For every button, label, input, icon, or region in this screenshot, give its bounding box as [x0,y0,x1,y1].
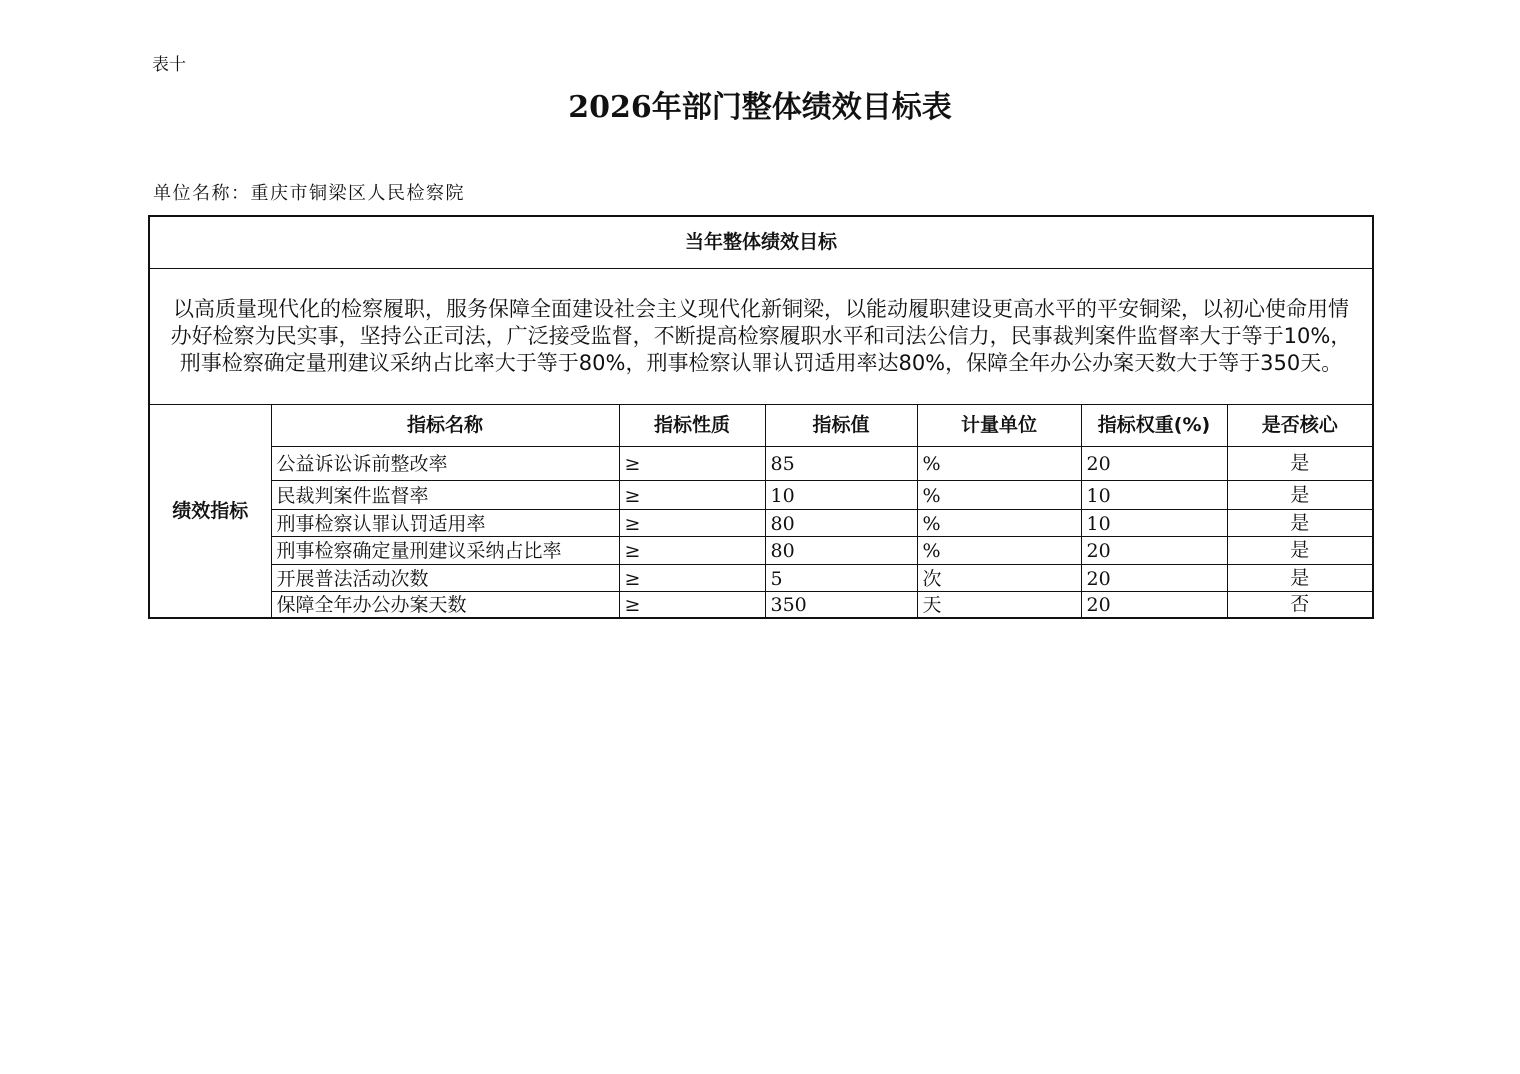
table-row [149,446,1373,480]
indicator-value: 350 [765,591,917,618]
indicator-weight: 20 [1081,536,1227,564]
unit-name: 重庆市铜梁区人民检察院 [250,183,465,204]
indicator-section-label: 绩效指标 [149,404,271,618]
table-row [149,536,1373,564]
indicator-value: 80 [765,509,917,536]
indicator-unit: 次 [917,564,1081,591]
indicator-core: 是 [1227,509,1373,536]
indicator-nature: ≥ [619,536,765,564]
column-header-core: 是否核心 [1227,404,1373,446]
objective-header-row [149,216,1373,268]
indicator-name: 保障全年办公办案天数 [271,591,619,618]
indicator-unit: % [917,536,1081,564]
objective-row [149,268,1373,404]
indicator-name: 民裁判案件监督率 [271,480,619,509]
indicator-name: 开展普法活动次数 [271,564,619,591]
table-number: 表十 [152,55,186,75]
table-row [149,564,1373,591]
table-row [149,480,1373,509]
objective-header: 当年整体绩效目标 [149,216,1373,268]
indicator-name: 刑事检察确定量刑建议采纳占比率 [271,536,619,564]
page-title: 2026年部门整体绩效目标表 [568,90,952,125]
indicator-unit: 天 [917,591,1081,618]
column-header-unit: 计量单位 [917,404,1081,446]
indicator-nature: ≥ [619,591,765,618]
unit-label: 单位名称： [153,183,251,204]
indicator-core: 是 [1227,536,1373,564]
performance-table [148,215,1374,619]
unit-line [153,183,465,205]
indicator-value: 85 [765,446,917,480]
indicator-unit: % [917,480,1081,509]
objective-text [149,268,1373,404]
indicator-name: 刑事检察认罪认罚适用率 [271,509,619,536]
indicator-value: 10 [765,480,917,509]
indicator-nature: ≥ [619,446,765,480]
indicator-weight: 20 [1081,564,1227,591]
objective-line-1: 以高质量现代化的检察履职，服务保障全面建设社会主义现代化新铜梁，以能动履职建设更高水平的平安铜梁，以初心使命用情 [173,296,1349,321]
indicator-unit: % [917,509,1081,536]
column-header-indicator-nature: 指标性质 [619,404,765,446]
indicator-core: 是 [1227,446,1373,480]
indicator-nature: ≥ [619,480,765,509]
indicator-unit: % [917,446,1081,480]
indicator-weight: 20 [1081,446,1227,480]
indicator-value: 5 [765,564,917,591]
objective-line-3: 刑事检察确定量刑建议采纳占比率大于等于80%，刑事检察认罪认罚适用率达80%，保障全年办公办案天数大于等于350天。 [179,350,1343,375]
table-row [149,591,1373,618]
objective-line-2: 办好检察为民实事，坚持公正司法，广泛接受监督，不断提高检察履职水平和司法公信力，民事裁判案件监督率大于等于10%， [170,323,1352,348]
indicator-core: 是 [1227,480,1373,509]
column-header-weight: 指标权重(%) [1081,404,1227,446]
indicator-nature: ≥ [619,509,765,536]
indicator-name: 公益诉讼诉前整改率 [271,446,619,480]
indicator-header-row [149,404,1373,446]
indicator-weight: 10 [1081,509,1227,536]
column-header-indicator-value: 指标值 [765,404,917,446]
column-header-indicator-name: 指标名称 [271,404,619,446]
indicator-value: 80 [765,536,917,564]
indicator-core: 否 [1227,591,1373,618]
indicator-core: 是 [1227,564,1373,591]
table-row [149,509,1373,536]
indicator-weight: 10 [1081,480,1227,509]
indicator-weight: 20 [1081,591,1227,618]
indicator-nature: ≥ [619,564,765,591]
